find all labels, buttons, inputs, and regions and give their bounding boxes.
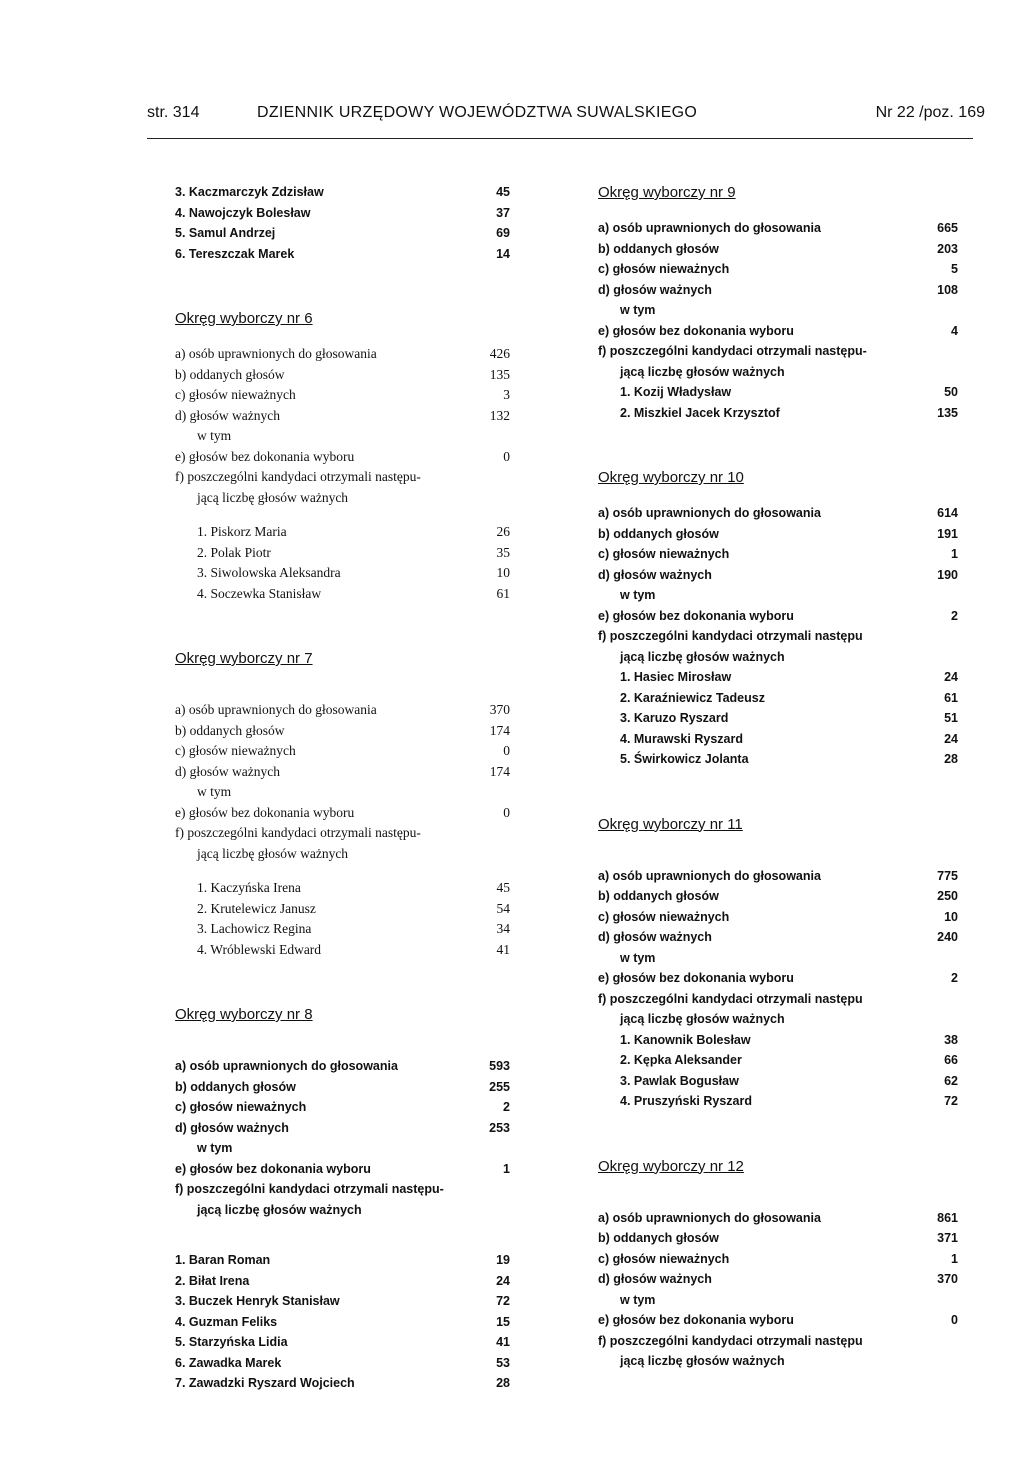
stat-label: f) poszczególni kandydaci otrzymali następu-: [175, 825, 421, 840]
stat-label: f) poszczególni kandydaci otrzymali następu: [598, 1333, 863, 1348]
candidate-name: 6. Zawadka Marek: [175, 1355, 282, 1370]
candidate-row: [598, 382, 958, 403]
stat-label: f) poszczególni kandydaci otrzymali następu: [598, 629, 863, 643]
candidate-name: 1. Kanownik Bolesław: [620, 1032, 751, 1047]
stat-label: d) głosów ważnych: [175, 407, 280, 423]
stat-value: 3: [503, 387, 510, 402]
page-number: str. 314: [147, 104, 200, 121]
candidate-votes: 45: [496, 880, 510, 895]
candidate-votes: 24: [496, 1273, 510, 1288]
stat-value: 10: [944, 909, 958, 924]
stat-row-c: [598, 259, 958, 280]
candidate-row: [175, 899, 510, 920]
stat-label: b) oddanych głosów: [175, 366, 285, 382]
right-column: [598, 182, 958, 1372]
stat-label: e) głosów bez dokonania wyboru: [598, 1313, 794, 1327]
stat-label: jącą liczbę głosów ważnych: [197, 1202, 362, 1217]
candidate-votes: 51: [944, 711, 958, 725]
stat-value: 861: [937, 1210, 958, 1225]
stat-row-c: [175, 741, 510, 762]
stat-row-a: [598, 1208, 958, 1229]
stat-value: 775: [937, 868, 958, 883]
candidate-name: 4. Guzman Feliks: [175, 1314, 278, 1329]
stat-value: 2: [503, 1100, 510, 1114]
candidate-name: 4. Murawski Ryszard: [620, 731, 743, 746]
candidate-row: [175, 878, 510, 899]
stat-label: w tym: [197, 428, 232, 443]
stat-value: 255: [489, 1079, 510, 1094]
candidate-votes: 24: [944, 670, 958, 684]
stat-row-d: [598, 1269, 958, 1290]
candidate-row: [598, 749, 958, 770]
stat-label: a) osób uprawnionych do głosowania: [175, 702, 377, 717]
candidate-row: [598, 667, 958, 688]
stat-label: a) osób uprawnionych do głosowania: [598, 1210, 821, 1225]
district-11: [598, 814, 958, 1112]
stat-value: 593: [489, 1059, 510, 1073]
stat-label: a) osób uprawnionych do głosowania: [598, 221, 821, 235]
stat-label: e) głosów bez dokonania wyboru: [598, 971, 794, 985]
stat-label: e) głosów bez dokonania wyboru: [598, 608, 794, 623]
stat-label: b) oddanych głosów: [175, 722, 285, 738]
stat-row-b: [175, 365, 510, 386]
candidate-votes: 50: [944, 385, 958, 399]
stat-label: b) oddanych głosów: [598, 241, 719, 256]
district-heading: Okręg wyborczy nr 6: [175, 310, 313, 327]
district-heading: Okręg wyborczy nr 12: [598, 1157, 744, 1175]
stat-label: b) oddanych głosów: [598, 1231, 719, 1245]
stat-value: 174: [489, 763, 510, 779]
stat-value: 0: [951, 1313, 958, 1327]
stat-label: f) poszczególni kandydaci otrzymali następu-: [175, 1182, 444, 1196]
stat-row-f: [175, 1179, 510, 1200]
stat-label: a) osób uprawnionych do głosowania: [598, 506, 821, 520]
stat-value: 5: [951, 262, 958, 276]
district-7: [175, 648, 510, 960]
candidate-row: [175, 223, 510, 244]
candidate-votes: 37: [496, 205, 510, 220]
candidate-votes: 10: [496, 565, 510, 580]
stat-value: 190: [937, 567, 958, 582]
stat-row-d: [175, 762, 510, 783]
candidate-row: [175, 1250, 510, 1271]
stat-value: 614: [937, 506, 958, 520]
candidate-votes: 53: [496, 1355, 510, 1370]
candidate-row: [175, 919, 510, 940]
district-6: [175, 308, 510, 604]
stat-value: 1: [951, 547, 958, 561]
stat-label: f) poszczególni kandydaci otrzymali następu: [598, 991, 863, 1006]
stat-value: 1: [951, 1251, 958, 1266]
candidate-votes: 28: [944, 752, 958, 766]
candidate-row: [175, 522, 510, 543]
stat-value: 108: [937, 282, 958, 297]
stat-value: 426: [489, 346, 510, 361]
stat-label: e) głosów bez dokonania wyboru: [175, 448, 355, 464]
candidate-votes: 54: [496, 900, 510, 916]
candidate-row: [175, 182, 510, 203]
stat-label: jącą liczbę głosów ważnych: [620, 1012, 785, 1026]
stat-label: b) oddanych głosów: [598, 889, 719, 903]
stat-row-c: [598, 544, 958, 565]
stat-label: e) głosów bez dokonania wyboru: [175, 1161, 371, 1176]
candidate-name: 2. Kępka Aleksander: [620, 1053, 742, 1067]
candidate-votes: 69: [496, 226, 510, 240]
candidate-name: 6. Tereszczak Marek: [175, 246, 295, 261]
candidate-row: [175, 1271, 510, 1292]
candidate-votes: 28: [496, 1376, 510, 1390]
candidate-name: 4. Soczewka Stanisław: [197, 585, 322, 601]
stat-value: 132: [489, 407, 510, 423]
stat-row-e: [175, 447, 510, 468]
candidate-votes: 61: [944, 690, 958, 705]
candidate-row: [598, 729, 958, 750]
candidate-row: [598, 403, 958, 424]
candidate-row: [175, 543, 510, 564]
stat-value: 135: [489, 366, 510, 382]
candidate-name: 2. Karaźniewicz Tadeusz: [620, 690, 765, 705]
candidate-votes: 72: [496, 1294, 510, 1308]
stat-label: jącą liczbę głosów ważnych: [620, 649, 785, 664]
stat-row-a: [598, 503, 958, 524]
candidate-row: [175, 1353, 510, 1374]
stat-row-f-cont: [598, 1009, 958, 1030]
candidate-row: [598, 1050, 958, 1071]
stat-label: c) głosów nieważnych: [175, 743, 296, 758]
stat-row-f-cont: [598, 362, 958, 383]
candidate-name: 1. Kaczyńska Irena: [197, 880, 301, 895]
stat-value: 370: [937, 1272, 958, 1286]
stat-row-wtym: [175, 1138, 510, 1159]
stat-row-e: [598, 968, 958, 989]
stat-value: 253: [489, 1120, 510, 1135]
stat-row-f: [175, 823, 510, 844]
stat-row-f-cont: [598, 647, 958, 668]
stat-label: f) poszczególni kandydaci otrzymali następu-: [598, 344, 867, 358]
candidate-votes: 34: [496, 921, 510, 936]
candidate-votes: 35: [496, 544, 510, 560]
stat-row-f: [598, 341, 958, 362]
candidate-row: [175, 584, 510, 605]
candidate-row: [175, 1312, 510, 1333]
stat-value: 250: [937, 889, 958, 903]
stat-label: w tym: [620, 303, 656, 317]
candidate-row: [175, 244, 510, 265]
candidate-name: 7. Zawadzki Ryszard Wojciech: [175, 1376, 355, 1390]
district-8: [175, 1004, 510, 1394]
candidate-name: 5. Świrkowicz Jolanta: [620, 752, 749, 766]
district-heading: Okręg wyborczy nr 9: [598, 184, 736, 201]
stat-value: 0: [503, 743, 510, 758]
stat-value: 240: [937, 930, 958, 944]
stat-label: d) głosów ważnych: [598, 930, 712, 944]
stat-label: c) głosów nieważnych: [598, 547, 730, 561]
candidate-votes: 14: [496, 246, 510, 261]
candidate-votes: 41: [496, 1335, 510, 1349]
candidate-row: [175, 203, 510, 224]
stat-label: e) głosów bez dokonania wyboru: [175, 804, 355, 820]
stat-label: jącą liczbę głosów ważnych: [197, 845, 349, 861]
stat-row-d: [175, 1118, 510, 1139]
stat-label: c) głosów nieważnych: [598, 909, 730, 924]
stat-row-f-cont: [175, 844, 510, 865]
journal-title: DZIENNIK URZĘDOWY WOJEWÓDZTWA SUWALSKIEGO: [257, 104, 698, 121]
stat-row-f: [598, 1331, 958, 1352]
stat-label: b) oddanych głosów: [175, 1079, 296, 1094]
candidate-row: [598, 1091, 958, 1112]
candidate-votes: 19: [496, 1253, 510, 1267]
continued-candidates: [175, 182, 510, 264]
candidate-row: [598, 1030, 958, 1051]
stat-row-b: [175, 1077, 510, 1098]
stat-label: c) głosów nieważnych: [598, 1251, 730, 1266]
stat-row-e: [598, 606, 958, 627]
candidate-votes: 38: [944, 1032, 958, 1047]
stat-value: 2: [951, 971, 958, 985]
issue-number: Nr 22 /poz. 169: [875, 104, 985, 121]
stat-label: jącą liczbę głosów ważnych: [620, 364, 785, 379]
candidate-name: 2. Miszkiel Jacek Krzysztof: [620, 405, 780, 420]
candidate-name: 1. Kozij Władysław: [620, 385, 732, 399]
stat-row-a: [175, 1056, 510, 1077]
stat-label: e) głosów bez dokonania wyboru: [598, 323, 794, 338]
stat-value: 370: [489, 702, 510, 717]
district-9: [598, 182, 958, 423]
candidate-row: [598, 1071, 958, 1092]
stat-row-b: [598, 1228, 958, 1249]
header-rule: [147, 138, 973, 139]
candidate-name: 3. Buczek Henryk Stanisław: [175, 1294, 340, 1308]
stat-label: w tym: [197, 1141, 233, 1155]
stat-label: f) poszczególni kandydaci otrzymali następu-: [175, 469, 421, 484]
stat-row-wtym: [598, 585, 958, 606]
candidate-name: 4. Nawojczyk Bolesław: [175, 205, 311, 220]
district-heading: Okręg wyborczy nr 8: [175, 1006, 313, 1023]
candidate-name: 1. Baran Roman: [175, 1253, 271, 1267]
candidate-votes: 41: [496, 941, 510, 957]
stat-row-c: [598, 1249, 958, 1270]
stat-row-d: [175, 406, 510, 427]
stat-label: a) osób uprawnionych do głosowania: [598, 868, 821, 883]
stat-label: d) głosów ważnych: [175, 763, 280, 779]
candidate-name: 5. Samul Andrzej: [175, 226, 276, 240]
stat-label: jącą liczbę głosów ważnych: [620, 1354, 785, 1368]
stat-value: 174: [489, 722, 510, 738]
stat-row-c: [598, 907, 958, 928]
stat-label: d) głosów ważnych: [598, 567, 712, 582]
candidate-name: 2. Krutelewicz Janusz: [197, 900, 316, 916]
stat-row-wtym: [598, 1290, 958, 1311]
candidate-name: 3. Pawlak Bogusław: [620, 1073, 739, 1088]
candidate-name: 1. Hasiec Mirosław: [620, 670, 732, 684]
district-12: [598, 1156, 958, 1372]
candidate-votes: 72: [944, 1094, 958, 1108]
stat-value: 4: [951, 323, 958, 338]
stat-row-b: [175, 721, 510, 742]
candidate-votes: 66: [944, 1053, 958, 1067]
candidate-name: 3. Karuzo Ryszard: [620, 711, 729, 725]
candidate-votes: 61: [496, 585, 510, 601]
stat-row-wtym: [175, 782, 510, 803]
stat-label: a) osób uprawnionych do głosowania: [175, 1059, 398, 1073]
stat-row-b: [598, 886, 958, 907]
stat-value: 0: [503, 448, 510, 464]
stat-row-e: [175, 803, 510, 824]
stat-label: d) głosów ważnych: [175, 1120, 289, 1135]
stat-label: c) głosów nieważnych: [175, 1100, 307, 1114]
stat-label: w tym: [620, 950, 656, 965]
candidate-name: 5. Starzyńska Lidia: [175, 1335, 288, 1349]
stat-row-b: [598, 239, 958, 260]
stat-row-e: [598, 1310, 958, 1331]
candidate-name: 3. Lachowicz Regina: [197, 921, 312, 936]
candidate-row: [175, 940, 510, 961]
stat-row-f: [598, 989, 958, 1010]
candidate-votes: 26: [496, 524, 510, 539]
stat-row-a: [175, 344, 510, 365]
candidate-name: 2. Polak Piotr: [197, 544, 271, 560]
stat-row-f: [175, 467, 510, 488]
stat-label: c) głosów nieważnych: [175, 387, 296, 402]
stat-row-f-cont: [598, 1351, 958, 1372]
candidate-row: [175, 1332, 510, 1353]
candidate-name: 1. Piskorz Maria: [197, 524, 287, 539]
candidate-votes: 45: [496, 185, 510, 199]
stat-row-e: [175, 1159, 510, 1180]
stat-label: b) oddanych głosów: [598, 526, 719, 541]
stat-value: 191: [937, 526, 958, 541]
stat-row-a: [175, 700, 510, 721]
stat-row-a: [598, 866, 958, 887]
stat-value: 1: [503, 1161, 510, 1176]
stat-row-a: [598, 218, 958, 239]
candidate-row: [175, 1291, 510, 1312]
stat-value: 371: [937, 1231, 958, 1245]
stat-label: c) głosów nieważnych: [598, 262, 730, 276]
stat-row-wtym: [598, 948, 958, 969]
candidate-votes: 62: [944, 1073, 958, 1088]
candidate-name: 2. Biłat Irena: [175, 1273, 250, 1288]
stat-label: w tym: [620, 588, 656, 602]
candidate-votes: 135: [937, 405, 958, 420]
district-heading: Okręg wyborczy nr 7: [175, 650, 313, 667]
left-column: [175, 182, 510, 1394]
stat-row-d: [598, 565, 958, 586]
district-heading: Okręg wyborczy nr 11: [598, 815, 743, 833]
candidate-name: 4. Wróblewski Edward: [197, 941, 322, 957]
page-header: [147, 104, 985, 132]
stat-row-d: [598, 927, 958, 948]
stat-row-f-cont: [175, 488, 510, 509]
stat-row-e: [598, 321, 958, 342]
stat-label: jącą liczbę głosów ważnych: [197, 489, 349, 505]
candidate-row: [175, 1373, 510, 1394]
candidate-name: 3. Kaczmarczyk Zdzisław: [175, 185, 324, 199]
candidate-name: 4. Pruszyński Ryszard: [620, 1094, 753, 1108]
district-heading: Okręg wyborczy nr 10: [598, 469, 744, 486]
stat-value: 0: [503, 804, 510, 820]
stat-label: w tym: [197, 784, 232, 799]
stat-value: 665: [937, 221, 958, 235]
candidate-votes: 15: [496, 1314, 510, 1329]
stat-row-wtym: [598, 300, 958, 321]
stat-value: 2: [951, 608, 958, 623]
stat-row-f-cont: [175, 1200, 510, 1221]
stat-value: 203: [937, 241, 958, 256]
candidate-votes: 24: [944, 731, 958, 746]
stat-label: a) osób uprawnionych do głosowania: [175, 346, 377, 361]
stat-row-b: [598, 524, 958, 545]
stat-row-c: [175, 385, 510, 406]
candidate-name: 3. Siwolowska Aleksandra: [197, 565, 341, 580]
stat-row-d: [598, 280, 958, 301]
stat-label: w tym: [620, 1292, 656, 1307]
stat-row-c: [175, 1097, 510, 1118]
stat-row-wtym: [175, 426, 510, 447]
candidate-row: [598, 708, 958, 729]
stat-label: d) głosów ważnych: [598, 282, 712, 297]
district-10: [598, 467, 958, 770]
stat-label: d) głosów ważnych: [598, 1272, 712, 1286]
candidate-row: [175, 563, 510, 584]
candidate-row: [598, 688, 958, 709]
stat-row-f: [598, 626, 958, 647]
